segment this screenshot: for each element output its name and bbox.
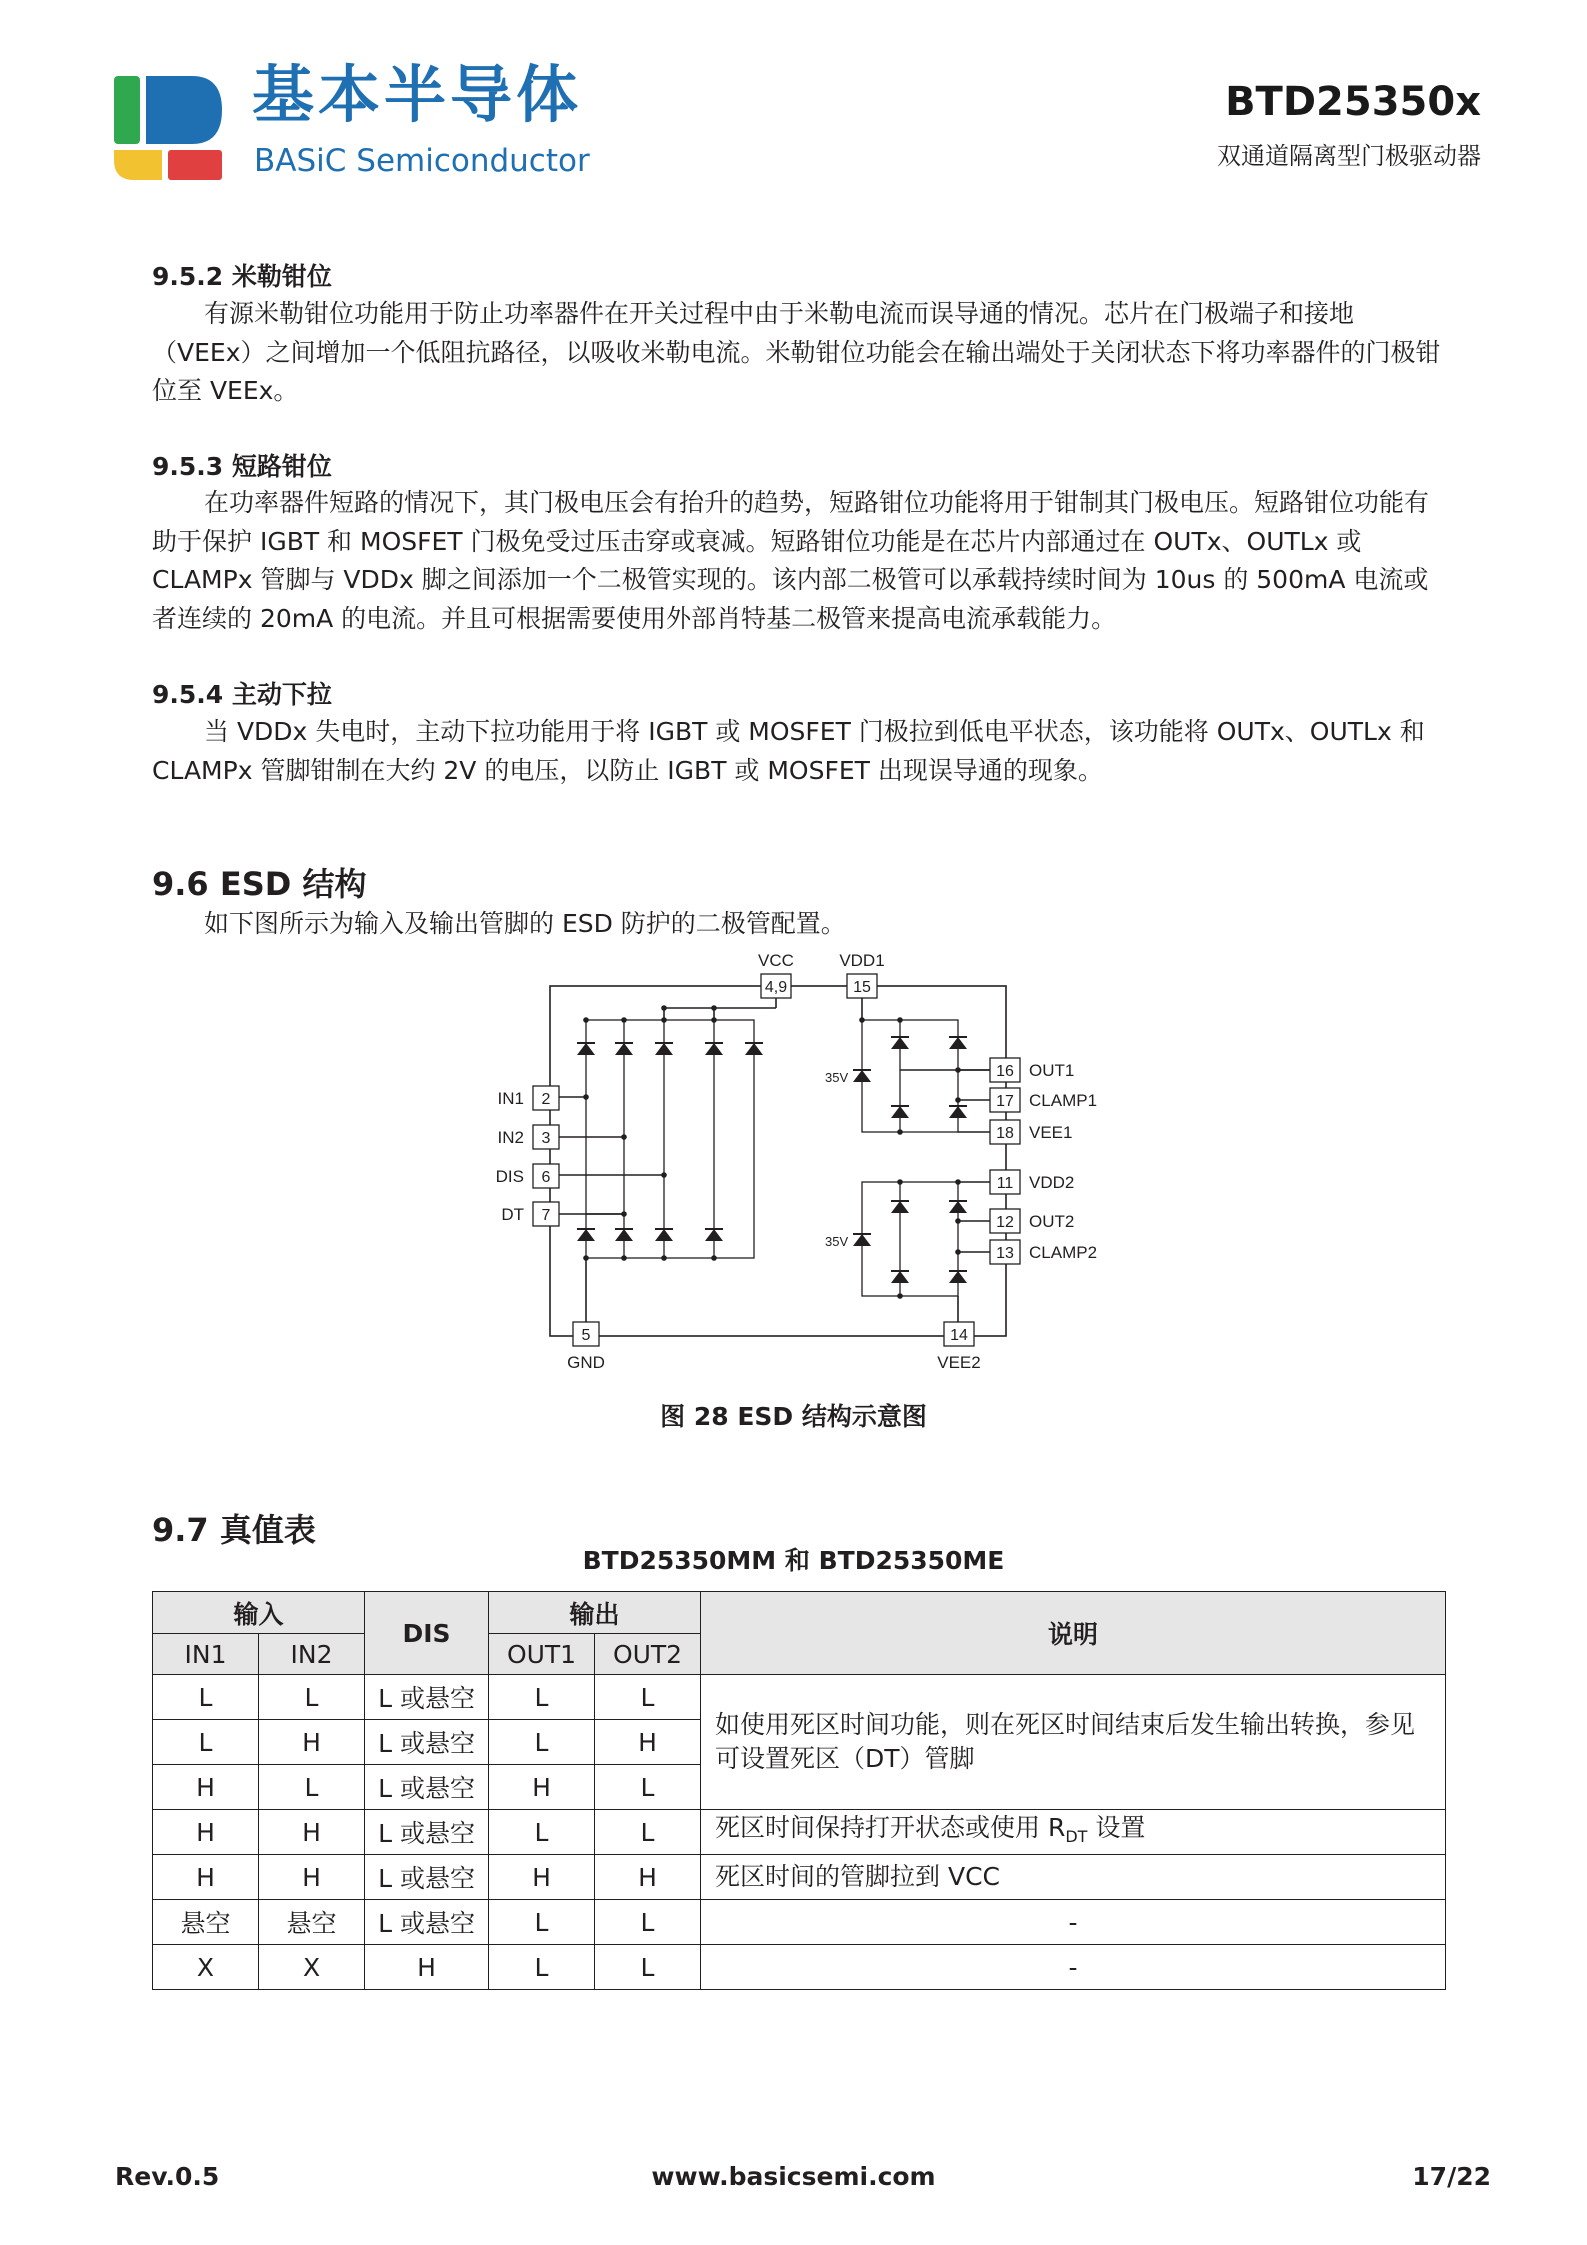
cell-out1: L xyxy=(489,1945,595,1990)
figure-caption: 图 28 ESD 结构示意图 xyxy=(660,1402,927,1431)
vdd1-pin-number: 15 xyxy=(853,979,871,996)
diode-icon xyxy=(853,1037,967,1283)
right-pin-number: 17 xyxy=(996,1093,1014,1110)
heading-9-6: 9.6 ESD 结构 xyxy=(152,865,367,903)
zener-voltage-label: 35V xyxy=(825,1070,849,1085)
cell-in1: 悬空 xyxy=(153,1900,259,1945)
cell-in1: H xyxy=(153,1765,259,1810)
header-input: 输入 xyxy=(153,1592,365,1634)
table-row xyxy=(153,1900,1446,1945)
left-pin-number: 3 xyxy=(541,1130,551,1147)
description-text: 设置 xyxy=(1087,1812,1146,1842)
gnd-pin-number: 5 xyxy=(581,1327,591,1344)
right-pin-number: 18 xyxy=(996,1125,1014,1142)
footer-page-number: 17/22 xyxy=(1412,2162,1491,2191)
left-pin-name: DIS xyxy=(495,1167,524,1186)
description-text: 死区时间保持打开状态或使用 R xyxy=(715,1812,1066,1842)
cell-out1: L xyxy=(489,1720,595,1765)
cell-dis: L 或悬空 xyxy=(365,1855,489,1900)
header-in2: IN2 xyxy=(259,1634,365,1675)
cell-in2: H xyxy=(259,1855,365,1900)
cell-in2: L xyxy=(259,1765,365,1810)
paragraph-text: 当 VDDx 失电时，主动下拉功能用于将 IGBT 或 MOSFET 门极拉到低电平状态，该功能将 OUTx、OUTLx 和 CLAMPx 管脚钳制在大约 2V 的电压，以防止 IGBT 或 MOSFET 出现误导通的现象。 xyxy=(152,717,1425,785)
table-row xyxy=(153,1945,1446,1990)
cell-out1: H xyxy=(489,1855,595,1900)
heading-9-5-2: 9.5.2 米勒钳位 xyxy=(152,262,332,291)
zener-voltage-label: 35V xyxy=(825,1234,849,1249)
document-subtitle: 双通道隔离型门极驱动器 xyxy=(1217,142,1481,170)
right-pin-name: VEE1 xyxy=(1029,1123,1073,1142)
header-dis: DIS xyxy=(365,1592,489,1675)
cell-dis: L 或悬空 xyxy=(365,1810,489,1855)
cell-out2: L xyxy=(595,1810,701,1855)
cell-dis: L 或悬空 xyxy=(365,1765,489,1810)
cell-description xyxy=(701,1810,1446,1855)
cell-in1: H xyxy=(153,1855,259,1900)
paragraph-text: 有源米勒钳位功能用于防止功率器件在开关过程中由于米勒电流而误导通的情况。芯片在门极端子和接地（VEEx）之间增加一个低阻抗路径，以吸收米勒电流。米勒钳位功能会在输出端处于关闭状态下将功率器件的门极钳位至 VEEx。 xyxy=(152,299,1441,405)
header-description: 说明 xyxy=(701,1592,1446,1675)
right-pin-name: OUT2 xyxy=(1029,1212,1075,1231)
right-pin-name: CLAMP1 xyxy=(1029,1091,1098,1110)
company-logo-icon xyxy=(114,76,222,180)
cell-in2: X xyxy=(259,1945,365,1990)
cell-out2: L xyxy=(595,1675,701,1720)
truth-table-title: BTD25350MM 和 BTD25350ME xyxy=(582,1546,1005,1575)
logo-chinese-name: 基本半导体 xyxy=(252,58,583,131)
footer-revision: Rev.0.5 xyxy=(115,2162,220,2191)
cell-out2: H xyxy=(595,1720,701,1765)
left-pin-number: 6 xyxy=(541,1169,551,1186)
paragraph-miller-clamp xyxy=(152,295,1447,411)
left-pin-number: 7 xyxy=(541,1207,551,1224)
junction-dots xyxy=(583,1005,961,1299)
right-pin-number: 13 xyxy=(996,1245,1014,1262)
cell-in2: 悬空 xyxy=(259,1900,365,1945)
footer-website-link[interactable]: www.basicsemi.com xyxy=(651,2162,936,2191)
cell-out1: L xyxy=(489,1810,595,1855)
right-pin-name: VDD2 xyxy=(1029,1173,1075,1192)
left-pin-number: 2 xyxy=(541,1091,551,1108)
cell-in1: X xyxy=(153,1945,259,1990)
cell-out2: L xyxy=(595,1900,701,1945)
cell-in1: L xyxy=(153,1720,259,1765)
cell-dis: H xyxy=(365,1945,489,1990)
cell-out2: L xyxy=(595,1945,701,1990)
heading-9-7: 9.7 真值表 xyxy=(152,1511,316,1549)
cell-in2: L xyxy=(259,1675,365,1720)
table-row xyxy=(153,1675,1446,1720)
cell-in2: H xyxy=(259,1720,365,1765)
diode-icon xyxy=(577,1043,763,1241)
left-pin-name: DT xyxy=(501,1205,524,1224)
vcc-pin-number: 4,9 xyxy=(764,979,788,996)
header-out2: OUT2 xyxy=(595,1634,701,1675)
left-pin-name: IN2 xyxy=(497,1128,524,1147)
truth-table xyxy=(152,1591,1446,1990)
left-pin-name: IN1 xyxy=(497,1089,524,1108)
table-row xyxy=(153,1855,1446,1900)
cell-out1: L xyxy=(489,1675,595,1720)
cell-out1: L xyxy=(489,1900,595,1945)
paragraph-text: 在功率器件短路的情况下，其门极电压会有抬升的趋势，短路钳位功能将用于钳制其门极电压。短路钳位功能有助于保护 IGBT 和 MOSFET 门极免受过压击穿或衰减。短路钳位功能是在芯片内部通过在 OUTx、OUTLx 或 CLAMPx 管脚与 VDDx 脚之间添加一个二极管实现的。该内部二极管可以承载持续时间为 10us 的 500mA 电流或者连续的 20mA 的电流。并且可根据需要使用外部肖特基二极管来提高电流承载能力。 xyxy=(152,488,1430,633)
vcc-label: VCC xyxy=(758,951,794,970)
right-pin-number: 11 xyxy=(996,1175,1014,1192)
right-pin-name: CLAMP2 xyxy=(1029,1243,1098,1262)
cell-description: 如使用死区时间功能，则在死区时间结束后发生输出转换，参见可设置死区（DT）管脚 xyxy=(701,1675,1446,1810)
cell-dis: L 或悬空 xyxy=(365,1720,489,1765)
right-pin-number: 12 xyxy=(996,1214,1014,1231)
logo-english-name: BASiC Semiconductor xyxy=(254,143,590,179)
cell-in2: H xyxy=(259,1810,365,1855)
cell-description: - xyxy=(701,1900,1446,1945)
vee2-label: VEE2 xyxy=(937,1353,981,1372)
paragraph-esd-intro xyxy=(152,905,1447,944)
header-in1: IN1 xyxy=(153,1634,259,1675)
header-out1: OUT1 xyxy=(489,1634,595,1675)
paragraph-text: 如下图所示为输入及输出管脚的 ESD 防护的二极管配置。 xyxy=(204,909,846,938)
cell-in1: L xyxy=(153,1675,259,1720)
paragraph-short-circuit-clamp xyxy=(152,484,1447,638)
gnd-label: GND xyxy=(567,1353,605,1372)
table-row xyxy=(153,1810,1446,1855)
header-output: 输出 xyxy=(489,1592,701,1634)
cell-out1: H xyxy=(489,1765,595,1810)
cell-dis: L 或悬空 xyxy=(365,1675,489,1720)
cell-out2: L xyxy=(595,1765,701,1810)
vee2-pin-number: 14 xyxy=(950,1327,968,1344)
right-pin-number: 16 xyxy=(996,1063,1014,1080)
subscript-dt: DT xyxy=(1065,1826,1088,1846)
heading-9-5-4: 9.5.4 主动下拉 xyxy=(152,680,332,709)
right-pin-name: OUT1 xyxy=(1029,1061,1075,1080)
esd-structure-diagram xyxy=(480,950,1120,1390)
cell-description: 死区时间的管脚拉到 VCC xyxy=(701,1855,1446,1900)
vdd1-label: VDD1 xyxy=(839,951,885,970)
cell-out2: H xyxy=(595,1855,701,1900)
document-title: BTD25350x xyxy=(1225,79,1481,125)
heading-9-5-3: 9.5.3 短路钳位 xyxy=(152,452,332,481)
cell-dis: L 或悬空 xyxy=(365,1900,489,1945)
cell-description: - xyxy=(701,1945,1446,1990)
paragraph-active-pulldown xyxy=(152,713,1447,790)
cell-in1: H xyxy=(153,1810,259,1855)
